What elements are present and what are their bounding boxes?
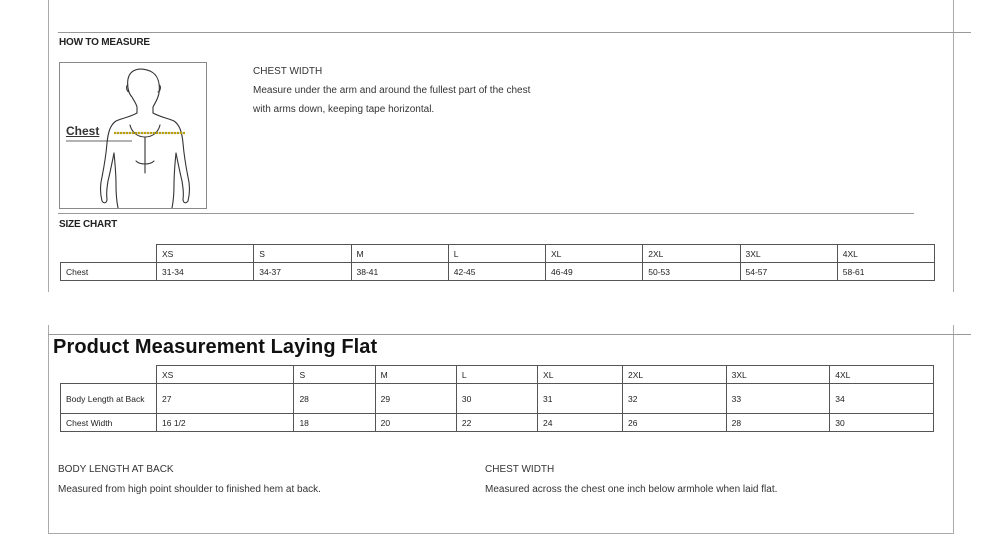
size-header-cell: XL bbox=[538, 366, 623, 384]
body-figure-illustration bbox=[59, 62, 207, 209]
row-label: Chest Width bbox=[61, 414, 157, 432]
table-row bbox=[61, 384, 934, 414]
size-header-cell: 4XL bbox=[837, 245, 934, 263]
table-cell: 18 bbox=[294, 414, 375, 432]
size-header-cell: 2XL bbox=[622, 366, 726, 384]
top-divider bbox=[58, 32, 971, 33]
row-label: Body Length at Back bbox=[61, 384, 157, 414]
table-row bbox=[61, 414, 934, 432]
table-cell: 28 bbox=[294, 384, 375, 414]
size-header-row bbox=[61, 366, 934, 384]
table-cell: 33 bbox=[726, 384, 830, 414]
product-divider bbox=[48, 334, 971, 335]
table-cell: 31-34 bbox=[157, 263, 254, 281]
table-cell: 30 bbox=[830, 414, 934, 432]
table-corner-cell bbox=[61, 366, 157, 384]
table-cell: 46-49 bbox=[546, 263, 643, 281]
how-to-measure-heading: HOW TO MEASURE bbox=[59, 37, 150, 48]
table-cell: 16 1/2 bbox=[157, 414, 294, 432]
product-measurement-table bbox=[60, 365, 934, 432]
size-header-cell: XS bbox=[157, 245, 254, 263]
size-header-cell: S bbox=[254, 245, 351, 263]
chest-width-note-text: Measured across the chest one inch below armhole when laid flat. bbox=[485, 484, 778, 495]
chest-figure-label: Chest bbox=[66, 124, 100, 138]
size-header-cell: XS bbox=[157, 366, 294, 384]
size-header-cell: S bbox=[294, 366, 375, 384]
size-header-cell: 3XL bbox=[726, 366, 830, 384]
table-cell: 26 bbox=[622, 414, 726, 432]
table-cell: 42-45 bbox=[448, 263, 545, 281]
size-header-cell: 2XL bbox=[643, 245, 740, 263]
size-header-cell: 4XL bbox=[830, 366, 934, 384]
table-cell: 30 bbox=[456, 384, 537, 414]
table-corner-cell bbox=[61, 245, 157, 263]
body-length-note-text: Measured from high point shoulder to finished hem at back. bbox=[58, 484, 321, 495]
table-cell: 31 bbox=[538, 384, 623, 414]
instruction-line-1: Measure under the arm and around the fullest part of the chest bbox=[253, 85, 531, 96]
size-header-cell: L bbox=[456, 366, 537, 384]
table-cell: 38-41 bbox=[351, 263, 448, 281]
size-header-cell: M bbox=[351, 245, 448, 263]
table-cell: 22 bbox=[456, 414, 537, 432]
table-cell: 28 bbox=[726, 414, 830, 432]
row-label: Chest bbox=[61, 263, 157, 281]
instruction-title: CHEST WIDTH bbox=[253, 66, 323, 77]
body-length-note-title: BODY LENGTH AT BACK bbox=[58, 464, 174, 475]
table-cell: 32 bbox=[622, 384, 726, 414]
size-header-cell: M bbox=[375, 366, 456, 384]
table-cell: 29 bbox=[375, 384, 456, 414]
table-cell: 50-53 bbox=[643, 263, 740, 281]
chest-width-note-title: CHEST WIDTH bbox=[485, 464, 555, 475]
product-measurement-title: Product Measurement Laying Flat bbox=[53, 336, 378, 358]
table-cell: 58-61 bbox=[837, 263, 934, 281]
size-header-row bbox=[61, 245, 935, 263]
table-cell: 20 bbox=[375, 414, 456, 432]
size-header-cell: XL bbox=[546, 245, 643, 263]
table-cell: 34 bbox=[830, 384, 934, 414]
size-chart-heading: SIZE CHART bbox=[59, 219, 118, 230]
table-cell: 54-57 bbox=[740, 263, 837, 281]
table-cell: 34-37 bbox=[254, 263, 351, 281]
size-header-cell: L bbox=[448, 245, 545, 263]
instruction-line-2: with arms down, keeping tape horizontal. bbox=[253, 104, 435, 115]
table-row bbox=[61, 263, 935, 281]
table-cell: 27 bbox=[157, 384, 294, 414]
size-chart-divider bbox=[58, 213, 914, 214]
table-cell: 24 bbox=[538, 414, 623, 432]
size-chart-table bbox=[60, 244, 935, 281]
size-header-cell: 3XL bbox=[740, 245, 837, 263]
